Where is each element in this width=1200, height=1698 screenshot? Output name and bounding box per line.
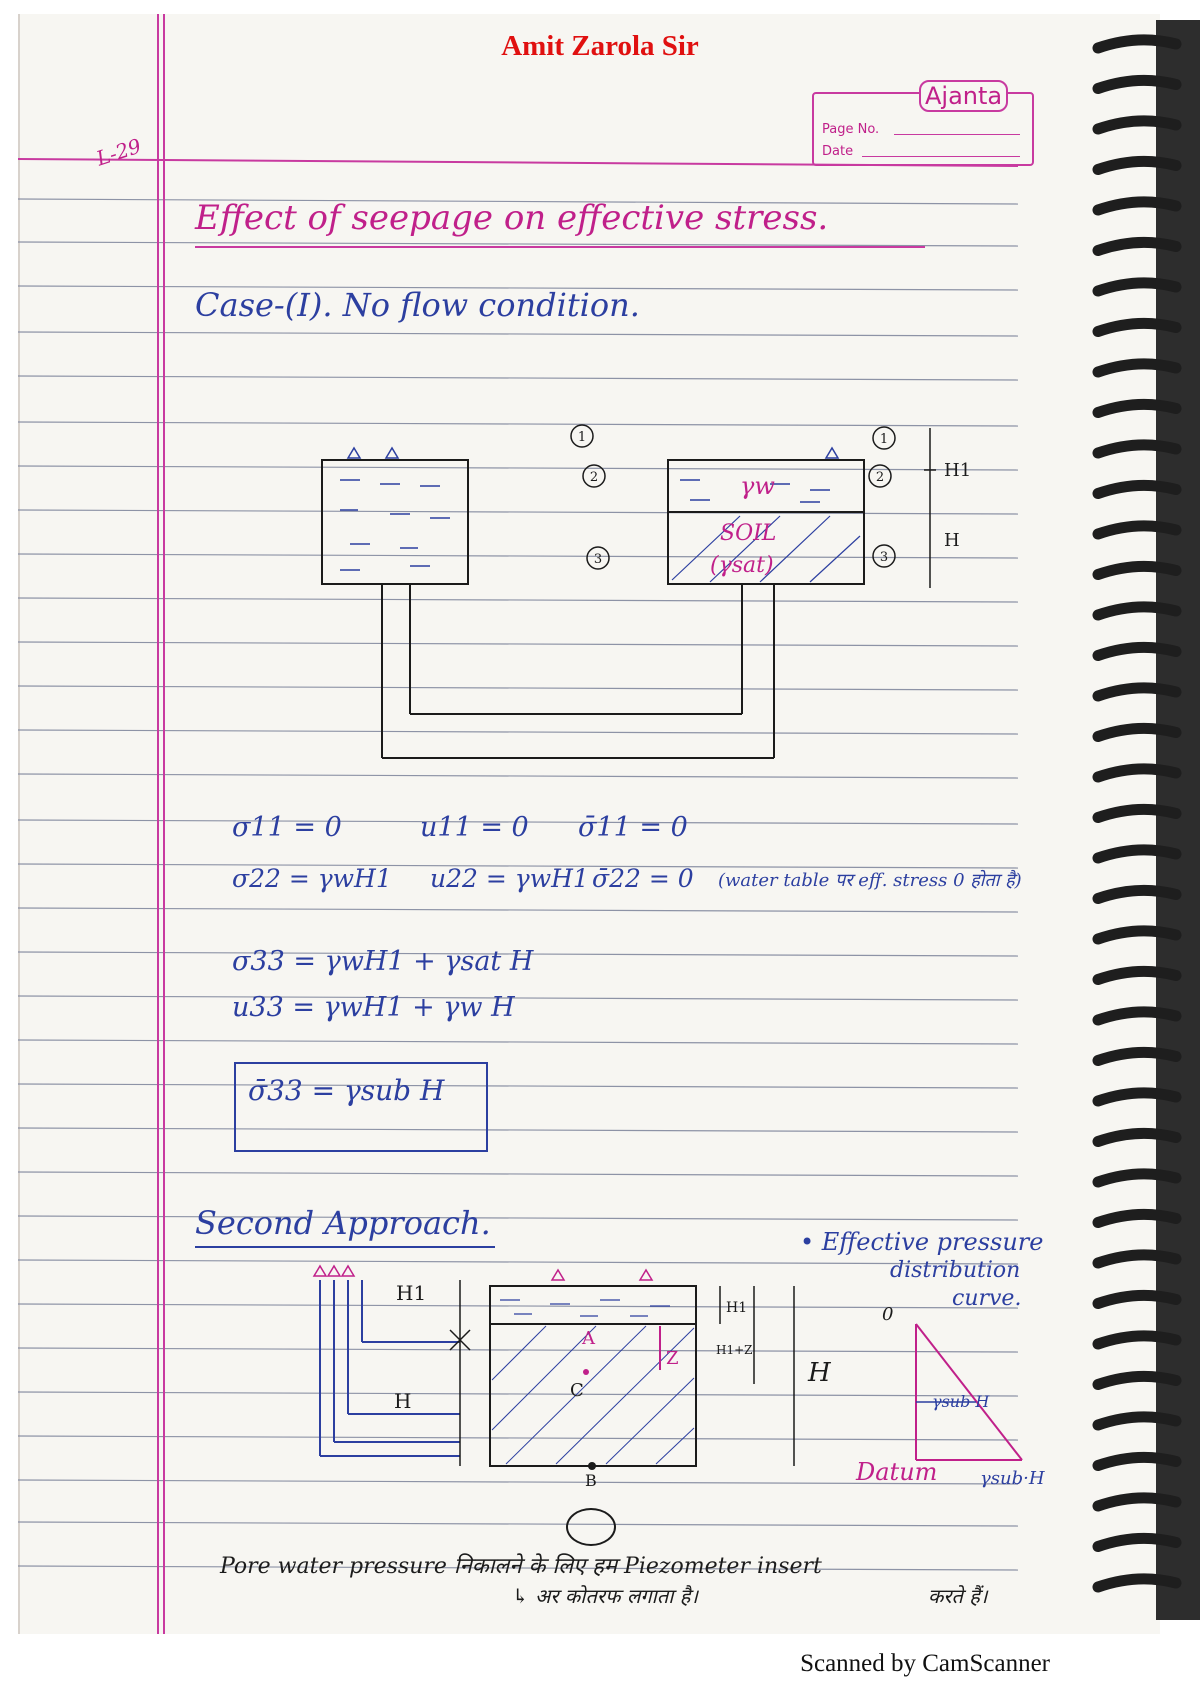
section-heading: Effect of seepage on effective stress. <box>195 198 829 238</box>
s-h1z-label: H1+Z <box>716 1343 753 1357</box>
piezometer-symbol <box>566 1508 616 1546</box>
curve-title: • Effective pressure <box>800 1228 1044 1256</box>
case1-title: Case-(I). No flow condition. <box>195 286 640 324</box>
svg-text:3: 3 <box>593 552 603 567</box>
spiral-ring <box>1098 1498 1176 1506</box>
s-b-label: B <box>585 1471 597 1490</box>
spiral-ring <box>1098 1538 1176 1546</box>
eq-row2-eff: σ̄22 = 0 <box>592 864 694 893</box>
spiral-ring <box>1098 202 1176 210</box>
s-z-label: Z <box>666 1348 679 1369</box>
spiral-ring <box>1098 161 1176 169</box>
boxed-result <box>234 1062 488 1152</box>
spiral-ring <box>1098 1417 1176 1425</box>
svg-text:1: 1 <box>879 432 889 447</box>
second-approach-diagram <box>300 1260 830 1490</box>
svg-text:1: 1 <box>577 430 587 445</box>
spiral-ring <box>1098 971 1176 979</box>
spiral-ring <box>1098 283 1176 291</box>
eq-row1-sigma: σ11 = 0 <box>232 812 342 843</box>
brand-logo: Ajanta <box>919 80 1008 112</box>
spiral-ring <box>1098 647 1176 655</box>
spiral-ring <box>1098 1295 1176 1303</box>
spiral-ring <box>1098 850 1176 858</box>
heading-underline <box>195 246 925 248</box>
c1-soil-label: SOIL <box>720 521 777 546</box>
page-title: Amit Zarola Sir <box>501 30 699 62</box>
spiral-ring <box>1098 1093 1176 1101</box>
spiral-ring <box>1098 890 1176 898</box>
spiral-ring <box>1098 445 1176 453</box>
h-dimension-label: H <box>808 1358 831 1388</box>
spiral-ring <box>1098 931 1176 939</box>
eq-row1-u: u11 = 0 <box>420 812 529 843</box>
spiral-ring <box>1098 404 1176 412</box>
s-c-label: C <box>570 1380 584 1401</box>
spiral-ring <box>1098 1214 1176 1222</box>
spiral-ring <box>1098 566 1176 574</box>
curve-bottom-label: γsub·H <box>980 1468 1045 1489</box>
date-label: Date <box>822 144 854 159</box>
eq-row2-u: u22 = γwH1 <box>430 864 589 893</box>
spiral-ring <box>1098 1336 1176 1344</box>
spiral-binding <box>1090 20 1200 1620</box>
svg-text:2: 2 <box>875 470 885 485</box>
second-approach-underline <box>195 1246 495 1248</box>
spiral-ring <box>1098 80 1176 88</box>
s-h1-dim-label: H1 <box>726 1300 748 1316</box>
curve-zero: 0 <box>882 1304 894 1325</box>
spiral-ring <box>1098 1457 1176 1465</box>
spiral-ring <box>1098 485 1176 493</box>
margin-note: L-29 <box>93 133 145 171</box>
c1-h-label: H <box>944 530 960 551</box>
spiral-ring <box>1098 121 1176 129</box>
spiral-ring <box>1098 526 1176 534</box>
spiral-ring <box>1098 1012 1176 1020</box>
spiral-ring <box>1098 1174 1176 1182</box>
spiral-ring <box>1098 607 1176 615</box>
s-h1-label: H1 <box>396 1281 427 1305</box>
spiral-ring <box>1098 242 1176 250</box>
c1-water-label: γw <box>740 472 775 500</box>
svg-text:3: 3 <box>879 550 889 565</box>
datum-label: Datum <box>856 1458 938 1486</box>
scanner-footer: Scanned by CamScanner <box>800 1650 1050 1677</box>
curve-title-2: distribution <box>890 1258 1021 1283</box>
eq-row2-sigma: σ22 = γwH1 <box>232 864 392 893</box>
spiral-ring <box>1098 1376 1176 1384</box>
spiral-ring <box>1098 809 1176 817</box>
date-line <box>862 156 1020 157</box>
second-approach-title: Second Approach. <box>195 1204 491 1242</box>
spiral-ring <box>1098 364 1176 372</box>
svg-text:2: 2 <box>589 470 599 485</box>
spiral-ring <box>1098 769 1176 777</box>
spiral-ring <box>1098 728 1176 736</box>
eq-row3: σ33 = γwH1 + γsat H <box>232 946 534 977</box>
spiral-ring <box>1098 1052 1176 1060</box>
c1-soilu-label: (γsat) <box>710 553 774 578</box>
c1-h1-label: H1 <box>944 460 972 481</box>
spiral-ring <box>1098 688 1176 696</box>
s-a-label: A <box>582 1328 595 1349</box>
eq-row4: u33 = γwH1 + γw H <box>232 992 515 1023</box>
bottom-note-line2: ↳ अर कोतरफ लगाता है। <box>512 1584 698 1608</box>
page-no-label: Page No. <box>822 122 880 137</box>
s-h-label: H <box>394 1389 412 1413</box>
curve-mid-label: γsub H <box>932 1392 990 1411</box>
case1-diagram <box>300 430 980 770</box>
page-no-line <box>894 134 1020 135</box>
spiral-ring <box>1098 1133 1176 1141</box>
spiral-ring <box>1098 1579 1176 1587</box>
brand-box <box>812 82 1034 166</box>
boxed-equation: σ̄33 = γsub H <box>248 1074 445 1107</box>
eq-row1-eff: σ̄11 = 0 <box>578 812 688 843</box>
curve-title-3: curve. <box>952 1286 1022 1311</box>
spiral-ring <box>1098 323 1176 331</box>
spiral-ring <box>1098 1255 1176 1263</box>
bottom-note-line3: करते हैं। <box>928 1584 988 1608</box>
bottom-note-line1: Pore water pressure निकालने के लिए हम Piezometer insert <box>220 1554 822 1579</box>
eq-row2-note: (water table पर eff. stress 0 होता है) <box>718 870 1022 891</box>
